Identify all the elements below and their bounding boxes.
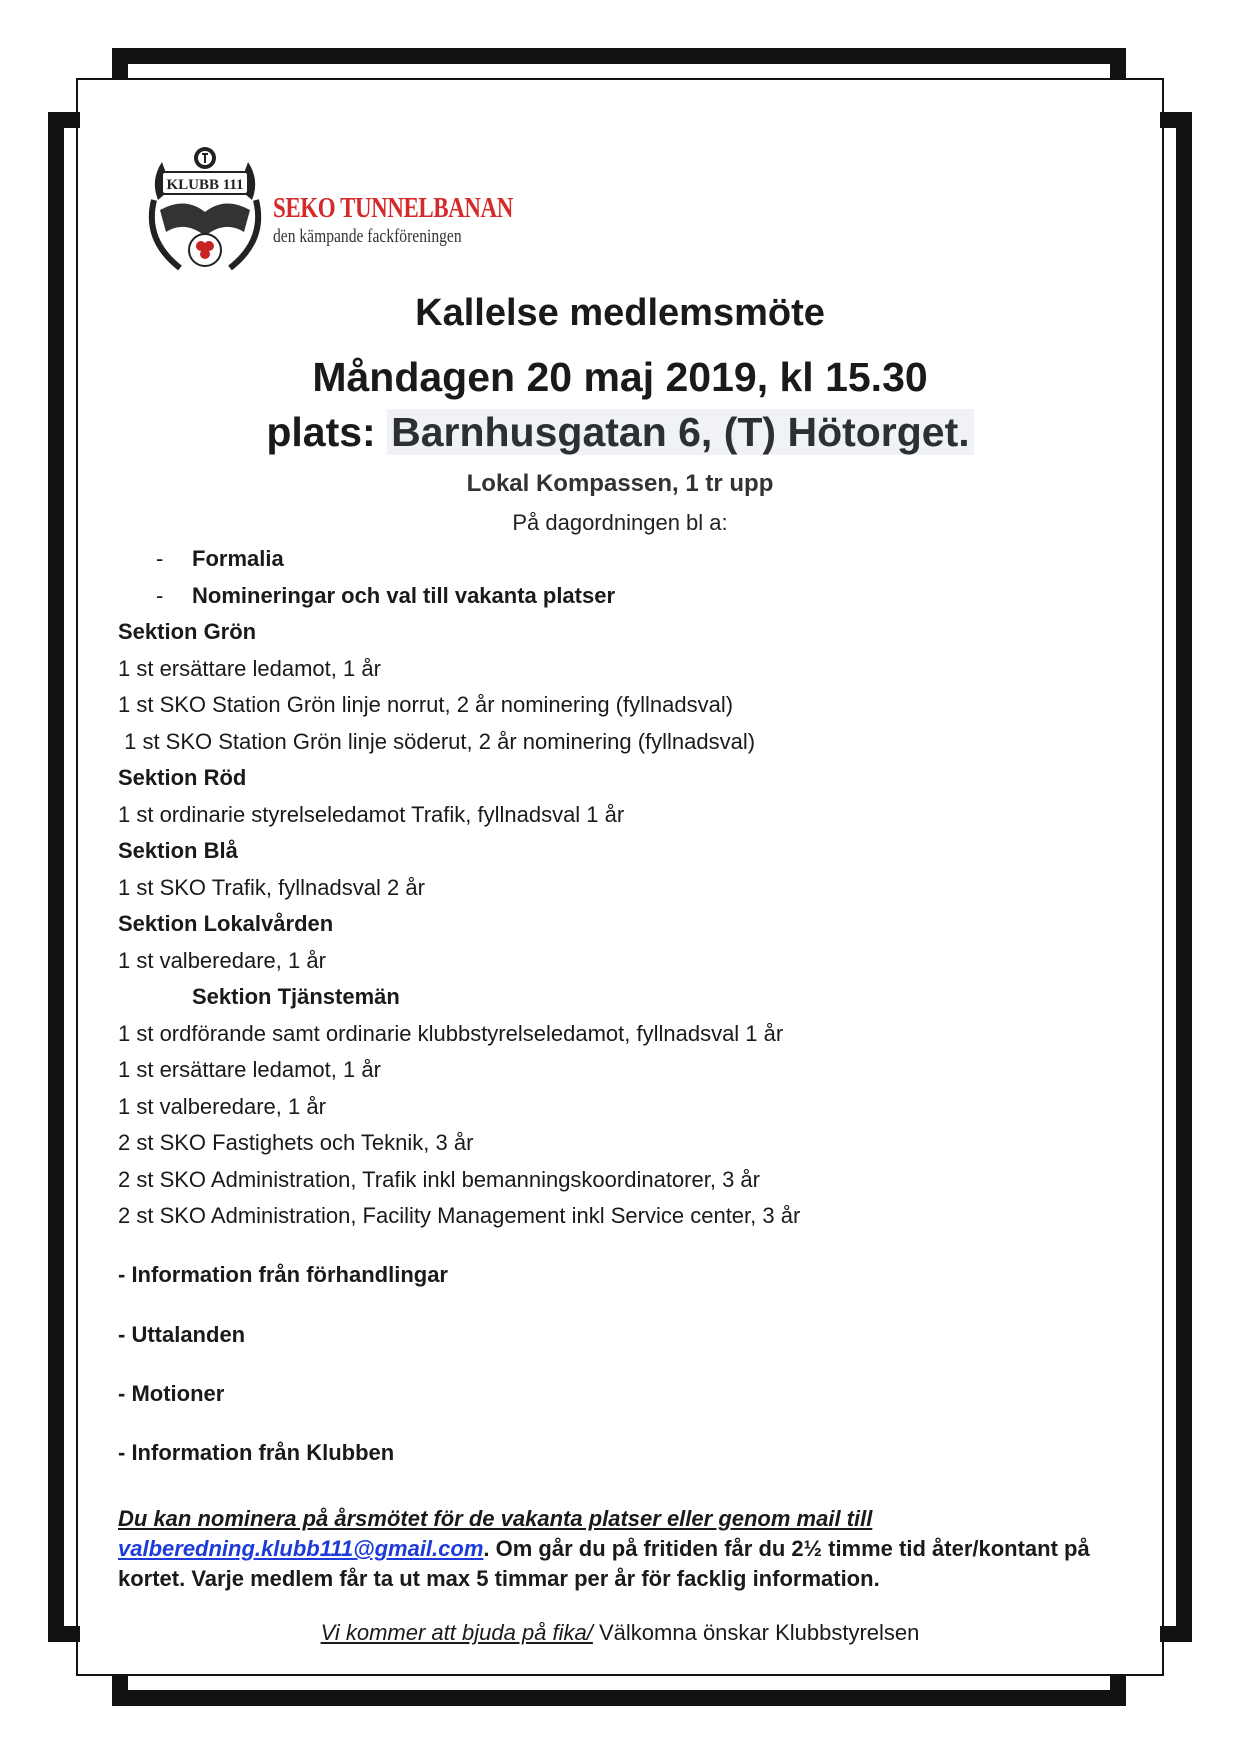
- union-emblem-icon: [140, 140, 270, 280]
- brand-block: [273, 193, 566, 248]
- place-address: Barnhusgatan 6, (T) Hötorget.: [387, 409, 974, 455]
- fika-text: Vi kommer att bjuda på fika/: [320, 1620, 593, 1645]
- other-item: - Motioner: [118, 1381, 225, 1406]
- email-link[interactable]: valberedning.klubb111@gmail.com: [118, 1536, 484, 1561]
- place-label: plats:: [266, 409, 376, 455]
- list-bullet: -: [156, 546, 164, 571]
- frame-corner-tr-v: [1110, 48, 1126, 80]
- other-item: - Information från förhandlingar: [118, 1262, 448, 1287]
- meeting-room: Lokal Kompassen, 1 tr upp: [466, 470, 774, 497]
- meeting-date: Måndagen 20 maj 2019, kl 15.30: [312, 354, 928, 400]
- section-line: 1 st SKO Trafik, fyllnadsval 2 år: [118, 875, 425, 900]
- frame-corner-tr-h: [1160, 112, 1192, 128]
- welcome-text: Välkomna önskar Klubbstyrelsen: [592, 1620, 920, 1645]
- frame-corner-bl-v: [112, 1674, 128, 1706]
- frame-right-bar: [1176, 112, 1192, 1642]
- section-line: 1 st valberedare, 1 år: [118, 1094, 326, 1119]
- section-heading-gron: Sektion Grön: [118, 619, 257, 644]
- section-line: 1 st ersättare ledamot, 1 år: [118, 1057, 381, 1082]
- section-heading-lokalvarden: Sektion Lokalvården: [118, 911, 334, 936]
- section-line: 1 st ersättare ledamot, 1 år: [118, 656, 381, 681]
- closing-line: [0, 1620, 1240, 1646]
- brand-tagline: den kämpande fackföreningen: [273, 226, 462, 247]
- agenda-item: Nomineringar och val till vakanta platser: [192, 583, 616, 608]
- frame-left-bar: [48, 112, 64, 1642]
- agenda-item: Formalia: [192, 546, 284, 571]
- brand-name: SEKO TUNNELBANAN: [273, 193, 513, 224]
- frame-corner-br-v: [1110, 1674, 1126, 1706]
- section-line: 2 st SKO Administration, Facility Management inkl Service center, 3 år: [118, 1203, 801, 1228]
- meeting-place: [0, 409, 1240, 456]
- frame-corner-tl-v: [112, 48, 128, 80]
- list-bullet: -: [156, 583, 164, 608]
- frame-top-bar: [112, 48, 1125, 64]
- logo-badge-text: KLUBB 111: [166, 177, 244, 193]
- section-line: 1 st valberedare, 1 år: [118, 948, 326, 973]
- section-line: 1 st SKO Station Grön linje söderut, 2 år nominering (fyllnadsval): [118, 729, 756, 754]
- section-line: 1 st ordförande samt ordinarie klubbstyrelseledamot, fyllnadsval 1 år: [118, 1021, 784, 1046]
- agenda-intro: På dagordningen bl a:: [512, 510, 728, 535]
- section-heading-rod: Sektion Röd: [118, 765, 247, 790]
- nomination-note: [118, 1504, 1118, 1594]
- frame-inner-bottom: [76, 1674, 1164, 1676]
- nominate-text: Du kan nominera på årsmötet för de vakanta platser eller genom mail till: [118, 1506, 873, 1531]
- other-item: - Uttalanden: [118, 1322, 246, 1347]
- section-line: 2 st SKO Fastighets och Teknik, 3 år: [118, 1130, 474, 1155]
- section-line: 1 st ordinarie styrelseledamot Trafik, fyllnadsval 1 år: [118, 802, 625, 827]
- leave-info-text: . Om går du på fritiden får du 2½ timme tid åter/kontant på kortet. Varje medlem får ta ut max 5 timmar per år för facklig information.: [118, 1536, 1090, 1591]
- section-heading-bla: Sektion Blå: [118, 838, 238, 863]
- section-line: 1 st SKO Station Grön linje norrut, 2 år nominering (fyllnadsval): [118, 692, 734, 717]
- frame-bottom-bar: [112, 1690, 1125, 1706]
- frame-inner-top: [76, 78, 1164, 80]
- section-heading-tjansteman: Sektion Tjänstemän: [192, 984, 400, 1009]
- other-item: - Information från Klubben: [118, 1440, 395, 1465]
- section-line: 2 st SKO Administration, Trafik inkl bemanningskoordinatorer, 3 år: [118, 1167, 760, 1192]
- page-title: Kallelse medlemsmöte: [415, 292, 825, 334]
